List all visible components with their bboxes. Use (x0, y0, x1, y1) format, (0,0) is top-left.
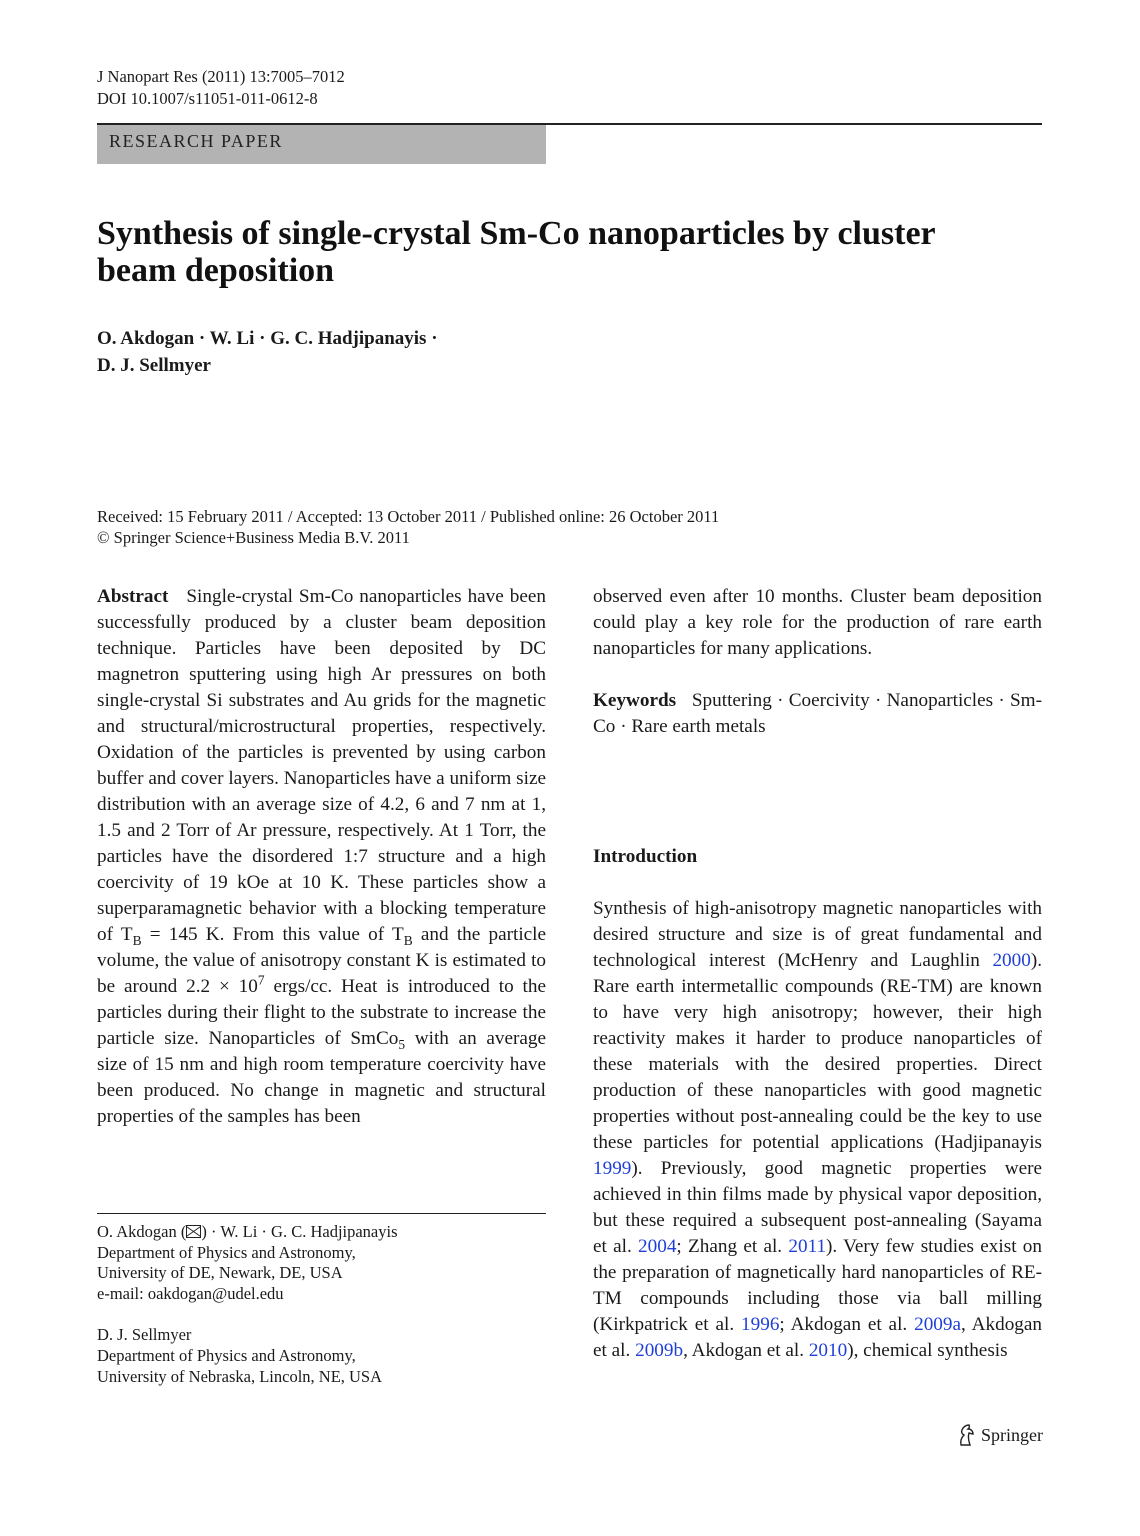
citation-link[interactable]: 2000 (992, 950, 1031, 971)
introduction-paragraph: Synthesis of high-anisotropy magnetic nanoparticles with desired structure and size is of great fundamental and technological interest (McHenry and Laughlin 2000). Rare earth intermetallic compounds (RE-TM) are known to have very high anisotropy; however, their high reactivity makes it harder to produce nanoparticles of these materials with the desired properties. Direct production of these nanoparticles with good magnetic properties without post-annealing could be the key to use these particles for potential applications (Hadjipanayis 1999). Previously, good magnetic properties were achieved in thin films made by physical vapor deposition, but these required a subsequent post-annealing (Sayama et al. 2004; Zhang et al. 2011). Very few studies exist on the preparation of magnetically hard nanoparticles of RE-TM compounds including those via ball milling (Kirkpatrick et al. 1996; Akdogan et al. 2009a, Akdogan et al. 2009b, Akdogan et al. 2010), chemical synthesis (593, 898, 1042, 1361)
history-dates: Received: 15 February 2011 / Accepted: 13 October 2011 / Published online: 26 October 2011 (97, 507, 720, 526)
authors-line-2: D. J. Sellmyer (97, 355, 211, 376)
journal-info (97, 66, 345, 110)
abstract-heading: Abstract (97, 586, 169, 607)
envelope-icon (186, 1225, 201, 1238)
paper-title: Synthesis of single-crystal Sm-Co nanoparticles by cluster beam deposition (97, 215, 936, 289)
keywords-list: Sputtering · Coercivity · Nanoparticles · Sm-Co · Rare earth metals (593, 690, 1042, 737)
affiliation-2 (97, 1325, 546, 1387)
right-column (593, 584, 1042, 1364)
affiliation-1: O. Akdogan ( ) · W. Li · G. C. Hadjipanayis Department of Physics and Astronomy, University of DE, Newark, DE, USA e-mail: oakdogan@udel.edu (97, 1222, 546, 1304)
citation-link[interactable]: 1999 (593, 1158, 632, 1179)
abstract-continued: observed even after 10 months. Cluster beam deposition could play a key role for the production of rare earth nanoparticles for many applications. (593, 586, 1042, 659)
copyright: © Springer Science+Business Media B.V. 2011 (97, 528, 410, 547)
keywords (593, 688, 1042, 740)
section-heading-introduction: Introduction (593, 846, 698, 867)
affiliation-dept: Department of Physics and Astronomy, (97, 1242, 356, 1262)
publisher-logo (955, 1423, 1043, 1447)
keywords-heading: Keywords (593, 690, 677, 711)
citation-link[interactable]: 2010 (808, 1340, 848, 1361)
affiliation-dept: Department of Physics and Astronomy, (97, 1345, 356, 1365)
publisher-name: Springer (981, 1424, 1043, 1445)
citation-link[interactable]: 2009b (635, 1340, 684, 1361)
citation-link[interactable]: 1996 (741, 1314, 780, 1335)
affiliation-univ: University of DE, Newark, DE, USA (97, 1263, 343, 1283)
publication-dates (97, 506, 719, 548)
affiliation-rule (97, 1213, 546, 1214)
citation-link[interactable]: 2009a (914, 1314, 962, 1335)
journal-citation: J Nanopart Res (2011) 13:7005–7012 (97, 67, 345, 86)
citation-link[interactable]: 2011 (788, 1236, 827, 1257)
affiliation-author: D. J. Sellmyer (97, 1325, 192, 1345)
affiliation-univ: University of Nebraska, Lincoln, NE, USA (97, 1366, 383, 1386)
authors-line-1: O. Akdogan · W. Li · G. C. Hadjipanayis · (97, 328, 438, 349)
citation-link[interactable]: 2004 (638, 1236, 677, 1257)
abstract: Abstract Single-crystal Sm-Co nanoparticles have been successfully produced by a cluster beam deposition technique. Particles have been deposited by DC magnetron sputtering using high Ar pressures on both single-crystal Si substrates and Au grids for the magnetic and structural/microstructural properties, respectively. Oxidation of the particles is prevented by using carbon buffer and cover layers. Nanoparticles have a uniform size distribution with an average size of 4.2, 6 and 7 nm at 1, 1.5 and 2 Torr of Ar pressure, respectively. At 1 Torr, the particles have the disordered 1:7 structure and a high coercivity of 19 kOe at 10 K. These particles show a superparamagnetic behavior with a blocking temperature of $T_B = 145$ K. From this value of $T_B$ and the particle volume, the value of anisotropy constant K is estimated to be around $2.2 \times 10^7$ ergs/cc. Heat is introduced to the particles during their flight to the substrate to increase the particle size. Nanoparticles of SmCo$_5$ with an average size of 15 nm and high room temperature coercivity have been produced. No change in magnetic and structural properties of the samples has been (97, 586, 547, 1127)
springer-horse-icon (955, 1423, 977, 1447)
left-column (97, 584, 546, 1130)
affiliations (97, 1222, 546, 1408)
section-banner: RESEARCH PAPER (97, 125, 546, 164)
doi: DOI 10.1007/s11051-011-0612-8 (97, 89, 318, 108)
author-list (97, 325, 597, 379)
corresponding-email[interactable]: e-mail: oakdogan@udel.edu (97, 1283, 284, 1303)
